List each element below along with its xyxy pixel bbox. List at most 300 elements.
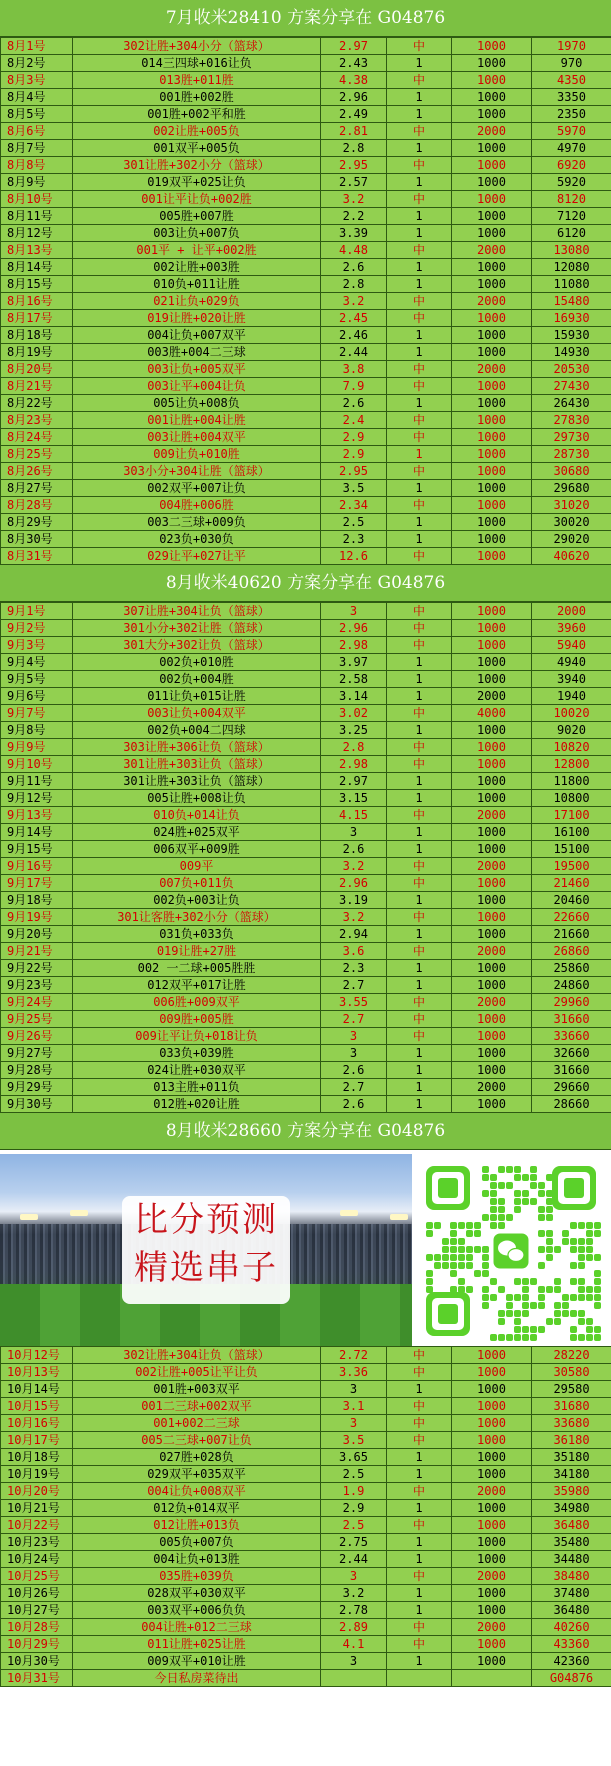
row-total: 31020 — [532, 497, 611, 514]
row-date: 9月29号 — [1, 1079, 73, 1096]
row-odds: 3.2 — [321, 293, 387, 310]
row-odds: 3.2 — [321, 1585, 387, 1602]
row-stake: 1000 — [452, 756, 532, 773]
row-odds: 3 — [321, 603, 387, 620]
row-date: 9月22号 — [1, 960, 73, 977]
row-date: 9月2号 — [1, 620, 73, 637]
row-stake: 1000 — [452, 960, 532, 977]
table-row — [1, 242, 611, 259]
footer-code: G04876 — [532, 1670, 611, 1687]
row-stake: 1000 — [452, 671, 532, 688]
row-date: 8月11号 — [1, 208, 73, 225]
row-odds: 2.96 — [321, 620, 387, 637]
row-total: 29020 — [532, 531, 611, 548]
table-row — [1, 705, 611, 722]
wechat-icon — [492, 1232, 530, 1270]
row-pick: 009让平让负+018让负 — [73, 1028, 321, 1045]
table-row — [1, 208, 611, 225]
row-result: 1 — [387, 106, 452, 123]
row-pick: 013主胜+011负 — [73, 1079, 321, 1096]
row-odds: 2.98 — [321, 756, 387, 773]
row-odds: 3 — [321, 824, 387, 841]
table-row — [1, 1364, 611, 1381]
row-pick: 002让胜+005负 — [73, 123, 321, 140]
row-pick: 005二三球+007让负 — [73, 1432, 321, 1449]
row-date: 8月27号 — [1, 480, 73, 497]
table-row — [1, 310, 611, 327]
table-row — [1, 140, 611, 157]
row-result: 中 — [387, 191, 452, 208]
row-odds: 2.72 — [321, 1347, 387, 1364]
row-total: 3940 — [532, 671, 611, 688]
row-date: 9月6号 — [1, 688, 73, 705]
row-total: 35980 — [532, 1483, 611, 1500]
table-row — [1, 548, 611, 565]
row-date: 8月24号 — [1, 429, 73, 446]
row-pick: 301让胜+303让负（篮球） — [73, 756, 321, 773]
row-date: 8月18号 — [1, 327, 73, 344]
row-date: 9月26号 — [1, 1028, 73, 1045]
row-total: 1940 — [532, 688, 611, 705]
table-row — [1, 429, 611, 446]
row-total: 11080 — [532, 276, 611, 293]
footer-row — [1, 1670, 611, 1687]
row-total: 29580 — [532, 1381, 611, 1398]
row-pick: 035胜+039负 — [73, 1568, 321, 1585]
row-odds: 3 — [321, 1653, 387, 1670]
row-pick: 001胜+002平和胜 — [73, 106, 321, 123]
row-stake: 1000 — [452, 208, 532, 225]
row-total: 25860 — [532, 960, 611, 977]
row-stake: 1000 — [452, 463, 532, 480]
row-result: 中 — [387, 497, 452, 514]
table-row — [1, 1483, 611, 1500]
table-row — [1, 225, 611, 242]
row-date: 8月19号 — [1, 344, 73, 361]
row-date: 8月5号 — [1, 106, 73, 123]
table-row — [1, 259, 611, 276]
row-result: 1 — [387, 1466, 452, 1483]
row-odds: 3.1 — [321, 1398, 387, 1415]
row-result: 1 — [387, 514, 452, 531]
row-stake: 1000 — [452, 412, 532, 429]
row-date: 8月12号 — [1, 225, 73, 242]
row-result: 中 — [387, 603, 452, 620]
row-total: 35180 — [532, 1449, 611, 1466]
row-date: 9月24号 — [1, 994, 73, 1011]
row-stake: 1000 — [452, 773, 532, 790]
row-stake: 1000 — [452, 926, 532, 943]
row-total: 30020 — [532, 514, 611, 531]
row-odds: 2.98 — [321, 637, 387, 654]
row-result: 1 — [387, 1534, 452, 1551]
row-date: 10月19号 — [1, 1466, 73, 1483]
row-odds: 2.96 — [321, 89, 387, 106]
row-pick: 024让胜+030双平 — [73, 1062, 321, 1079]
table-row — [1, 1011, 611, 1028]
row-stake: 1000 — [452, 1045, 532, 1062]
row-result: 1 — [387, 1381, 452, 1398]
row-total: 15100 — [532, 841, 611, 858]
row-result: 中 — [387, 1011, 452, 1028]
row-date: 8月23号 — [1, 412, 73, 429]
table-row — [1, 157, 611, 174]
row-pick: 004让负+008双平 — [73, 1483, 321, 1500]
row-pick: 307让胜+304让负（篮球） — [73, 603, 321, 620]
row-odds: 2.5 — [321, 1466, 387, 1483]
row-total: 27430 — [532, 378, 611, 395]
row-stake: 1000 — [452, 327, 532, 344]
row-stake: 1000 — [452, 1096, 532, 1113]
table-row — [1, 123, 611, 140]
row-date: 10月18号 — [1, 1449, 73, 1466]
row-stake: 1000 — [452, 344, 532, 361]
row-odds: 3.6 — [321, 943, 387, 960]
row-total: 11800 — [532, 773, 611, 790]
table-row — [1, 841, 611, 858]
table-row — [1, 1079, 611, 1096]
row-result: 中 — [387, 242, 452, 259]
promo-slogan — [122, 1196, 290, 1304]
row-odds: 2.89 — [321, 1619, 387, 1636]
results-table-august — [0, 37, 611, 565]
footer-text: 今日私房菜待出 — [73, 1670, 321, 1687]
row-result: 中 — [387, 1398, 452, 1415]
row-odds: 3.25 — [321, 722, 387, 739]
table-row — [1, 106, 611, 123]
row-result: 1 — [387, 790, 452, 807]
row-odds: 2.9 — [321, 446, 387, 463]
row-odds: 1.9 — [321, 1483, 387, 1500]
row-result: 中 — [387, 463, 452, 480]
row-result: 中 — [387, 943, 452, 960]
row-odds: 2.44 — [321, 344, 387, 361]
row-total: 36180 — [532, 1432, 611, 1449]
row-stake: 1000 — [452, 157, 532, 174]
row-stake: 1000 — [452, 909, 532, 926]
results-table-september — [0, 602, 611, 1113]
row-stake: 1000 — [452, 446, 532, 463]
row-total: 33680 — [532, 1415, 611, 1432]
row-pick: 002负+004二四球 — [73, 722, 321, 739]
row-total: 29660 — [532, 1079, 611, 1096]
row-stake: 1000 — [452, 1398, 532, 1415]
row-stake: 1000 — [452, 1432, 532, 1449]
row-total: 26430 — [532, 395, 611, 412]
row-total: 36480 — [532, 1517, 611, 1534]
row-total: 34180 — [532, 1466, 611, 1483]
table-row — [1, 739, 611, 756]
row-date: 9月11号 — [1, 773, 73, 790]
row-stake: 1000 — [452, 514, 532, 531]
row-result: 1 — [387, 174, 452, 191]
row-stake: 1000 — [452, 429, 532, 446]
table-row — [1, 1585, 611, 1602]
row-total: 20530 — [532, 361, 611, 378]
row-date: 10月29号 — [1, 1636, 73, 1653]
row-date: 9月21号 — [1, 943, 73, 960]
row-pick: 301让胜+302小分（篮球） — [73, 157, 321, 174]
row-odds: 2.3 — [321, 531, 387, 548]
row-odds: 3 — [321, 1045, 387, 1062]
row-date: 9月12号 — [1, 790, 73, 807]
row-pick: 010负+014让负 — [73, 807, 321, 824]
row-date: 8月7号 — [1, 140, 73, 157]
slogan-line-1: 比分预测 — [134, 1200, 278, 1240]
row-stake: 2000 — [452, 994, 532, 1011]
row-result: 1 — [387, 722, 452, 739]
row-result: 1 — [387, 89, 452, 106]
row-odds: 2.97 — [321, 773, 387, 790]
table-row — [1, 55, 611, 72]
row-stake: 2000 — [452, 293, 532, 310]
section-header-october: 8月收米28660 方案分享在 G04876 — [0, 1113, 611, 1150]
row-total: 5940 — [532, 637, 611, 654]
row-pick: 001让胜+004让胜 — [73, 412, 321, 429]
row-pick: 013胜+011胜 — [73, 72, 321, 89]
row-total: 30680 — [532, 463, 611, 480]
row-stake: 1000 — [452, 259, 532, 276]
row-date: 10月27号 — [1, 1602, 73, 1619]
row-result: 1 — [387, 1045, 452, 1062]
table-row — [1, 1045, 611, 1062]
row-result: 1 — [387, 531, 452, 548]
row-pick: 302让胜+304让负（篮球） — [73, 1347, 321, 1364]
row-pick: 003胜+004二三球 — [73, 344, 321, 361]
table-row — [1, 1347, 611, 1364]
row-odds: 3 — [321, 1381, 387, 1398]
row-date: 9月14号 — [1, 824, 73, 841]
row-result: 中 — [387, 310, 452, 327]
row-result: 中 — [387, 858, 452, 875]
row-pick: 001让平让负+002胜 — [73, 191, 321, 208]
row-pick: 001双平+005负 — [73, 140, 321, 157]
table-row — [1, 191, 611, 208]
row-total: 29680 — [532, 480, 611, 497]
row-total: 32660 — [532, 1045, 611, 1062]
row-pick: 014三四球+016让负 — [73, 55, 321, 72]
row-date: 8月28号 — [1, 497, 73, 514]
row-result: 1 — [387, 1062, 452, 1079]
row-date: 8月26号 — [1, 463, 73, 480]
row-date: 8月9号 — [1, 174, 73, 191]
row-result: 1 — [387, 824, 452, 841]
row-total: 2350 — [532, 106, 611, 123]
row-stake: 1000 — [452, 38, 532, 55]
row-pick: 002负+003让负 — [73, 892, 321, 909]
row-result: 中 — [387, 378, 452, 395]
row-odds: 3.2 — [321, 191, 387, 208]
row-result: 1 — [387, 654, 452, 671]
table-row — [1, 1466, 611, 1483]
table-row — [1, 892, 611, 909]
row-date: 9月30号 — [1, 1096, 73, 1113]
row-stake: 1000 — [452, 276, 532, 293]
row-odds: 2.94 — [321, 926, 387, 943]
row-stake: 2000 — [452, 943, 532, 960]
row-result: 中 — [387, 1432, 452, 1449]
row-result: 1 — [387, 1653, 452, 1670]
row-date: 9月7号 — [1, 705, 73, 722]
row-pick: 302让胜+304小分（篮球） — [73, 38, 321, 55]
row-pick: 011让胜+025让胜 — [73, 1636, 321, 1653]
row-date: 8月17号 — [1, 310, 73, 327]
row-result: 中 — [387, 1347, 452, 1364]
row-total: 21460 — [532, 875, 611, 892]
row-odds: 3 — [321, 1568, 387, 1585]
row-date: 10月22号 — [1, 1517, 73, 1534]
row-pick: 012双平+017让胜 — [73, 977, 321, 994]
table-row — [1, 89, 611, 106]
row-stake: 1000 — [452, 739, 532, 756]
row-total: 33660 — [532, 1028, 611, 1045]
row-total: 10820 — [532, 739, 611, 756]
row-result: 中 — [387, 361, 452, 378]
table-row — [1, 977, 611, 994]
row-result: 1 — [387, 140, 452, 157]
row-total: 21660 — [532, 926, 611, 943]
row-result: 中 — [387, 412, 452, 429]
table-row — [1, 960, 611, 977]
row-pick: 027胜+028负 — [73, 1449, 321, 1466]
row-odds: 2.44 — [321, 1551, 387, 1568]
row-pick: 001+002二三球 — [73, 1415, 321, 1432]
table-row — [1, 1619, 611, 1636]
row-result: 中 — [387, 705, 452, 722]
table-row — [1, 1432, 611, 1449]
row-stake: 1000 — [452, 1028, 532, 1045]
row-pick: 023负+030负 — [73, 531, 321, 548]
row-result: 中 — [387, 1483, 452, 1500]
row-pick: 005让负+008负 — [73, 395, 321, 412]
row-result: 中 — [387, 1636, 452, 1653]
row-pick: 003双平+006负负 — [73, 1602, 321, 1619]
row-pick: 005让胜+008让负 — [73, 790, 321, 807]
row-stake: 1000 — [452, 1466, 532, 1483]
row-date: 10月28号 — [1, 1619, 73, 1636]
row-odds: 3.8 — [321, 361, 387, 378]
row-total: 22660 — [532, 909, 611, 926]
table-row — [1, 38, 611, 55]
row-result: 中 — [387, 1364, 452, 1381]
row-pick: 301大分+302让负（篮球） — [73, 637, 321, 654]
row-date: 9月3号 — [1, 637, 73, 654]
table-row — [1, 276, 611, 293]
row-odds: 3.02 — [321, 705, 387, 722]
row-stake: 1000 — [452, 1653, 532, 1670]
row-total: 16930 — [532, 310, 611, 327]
row-pick: 009双平+010让胜 — [73, 1653, 321, 1670]
row-stake: 1000 — [452, 1011, 532, 1028]
row-date: 9月15号 — [1, 841, 73, 858]
row-date: 9月10号 — [1, 756, 73, 773]
row-date: 8月8号 — [1, 157, 73, 174]
row-odds: 4.48 — [321, 242, 387, 259]
row-stake: 1000 — [452, 1534, 532, 1551]
row-result: 1 — [387, 1585, 452, 1602]
row-pick: 003让胜+004双平 — [73, 429, 321, 446]
row-result: 中 — [387, 293, 452, 310]
row-date: 9月25号 — [1, 1011, 73, 1028]
row-odds: 2.7 — [321, 1011, 387, 1028]
row-total: 35480 — [532, 1534, 611, 1551]
row-date: 8月6号 — [1, 123, 73, 140]
row-total: 28730 — [532, 446, 611, 463]
row-total: 970 — [532, 55, 611, 72]
row-odds: 2.4 — [321, 412, 387, 429]
row-result: 中 — [387, 1619, 452, 1636]
row-total: 40620 — [532, 548, 611, 565]
row-pick: 007负+011负 — [73, 875, 321, 892]
results-table-october — [0, 1346, 611, 1687]
row-total: 15480 — [532, 293, 611, 310]
row-pick: 002让胜+003胜 — [73, 259, 321, 276]
row-total: 5920 — [532, 174, 611, 191]
row-odds: 3.14 — [321, 688, 387, 705]
row-date: 10月20号 — [1, 1483, 73, 1500]
row-stake: 1000 — [452, 106, 532, 123]
row-result: 中 — [387, 909, 452, 926]
row-pick: 003让负+004双平 — [73, 705, 321, 722]
table-row — [1, 671, 611, 688]
table-row — [1, 344, 611, 361]
row-total: 43360 — [532, 1636, 611, 1653]
row-stake: 2000 — [452, 1619, 532, 1636]
row-pick: 012让胜+013负 — [73, 1517, 321, 1534]
table-row — [1, 1602, 611, 1619]
table-row — [1, 497, 611, 514]
row-date: 8月1号 — [1, 38, 73, 55]
row-odds: 3.97 — [321, 654, 387, 671]
row-odds: 2.57 — [321, 174, 387, 191]
row-stake: 1000 — [452, 378, 532, 395]
row-total: 4350 — [532, 72, 611, 89]
row-pick: 009胜+005胜 — [73, 1011, 321, 1028]
row-result: 1 — [387, 208, 452, 225]
row-date: 8月30号 — [1, 531, 73, 548]
table-row — [1, 926, 611, 943]
row-total: 14930 — [532, 344, 611, 361]
row-result: 中 — [387, 1568, 452, 1585]
row-total: 3960 — [532, 620, 611, 637]
table-row — [1, 514, 611, 531]
row-date: 9月8号 — [1, 722, 73, 739]
table-row — [1, 773, 611, 790]
row-pick: 021让负+029负 — [73, 293, 321, 310]
row-odds: 3.55 — [321, 994, 387, 1011]
row-result: 1 — [387, 259, 452, 276]
row-odds: 2.6 — [321, 1096, 387, 1113]
row-stake: 1000 — [452, 1585, 532, 1602]
row-result: 1 — [387, 977, 452, 994]
row-total: 20460 — [532, 892, 611, 909]
row-pick: 004让负+007双平 — [73, 327, 321, 344]
row-date: 9月27号 — [1, 1045, 73, 1062]
row-date: 9月17号 — [1, 875, 73, 892]
row-stake: 2000 — [452, 858, 532, 875]
row-odds: 2.45 — [321, 310, 387, 327]
row-pick: 019让胜+27胜 — [73, 943, 321, 960]
row-stake: 1000 — [452, 55, 532, 72]
row-stake: 1000 — [452, 603, 532, 620]
row-pick: 301让客胜+302小分（篮球） — [73, 909, 321, 926]
row-total: 31680 — [532, 1398, 611, 1415]
row-pick: 031负+033负 — [73, 926, 321, 943]
row-stake: 1000 — [452, 977, 532, 994]
row-pick: 301小分+302让胜（篮球） — [73, 620, 321, 637]
row-pick: 001二三球+002双平 — [73, 1398, 321, 1415]
row-stake: 1000 — [452, 89, 532, 106]
